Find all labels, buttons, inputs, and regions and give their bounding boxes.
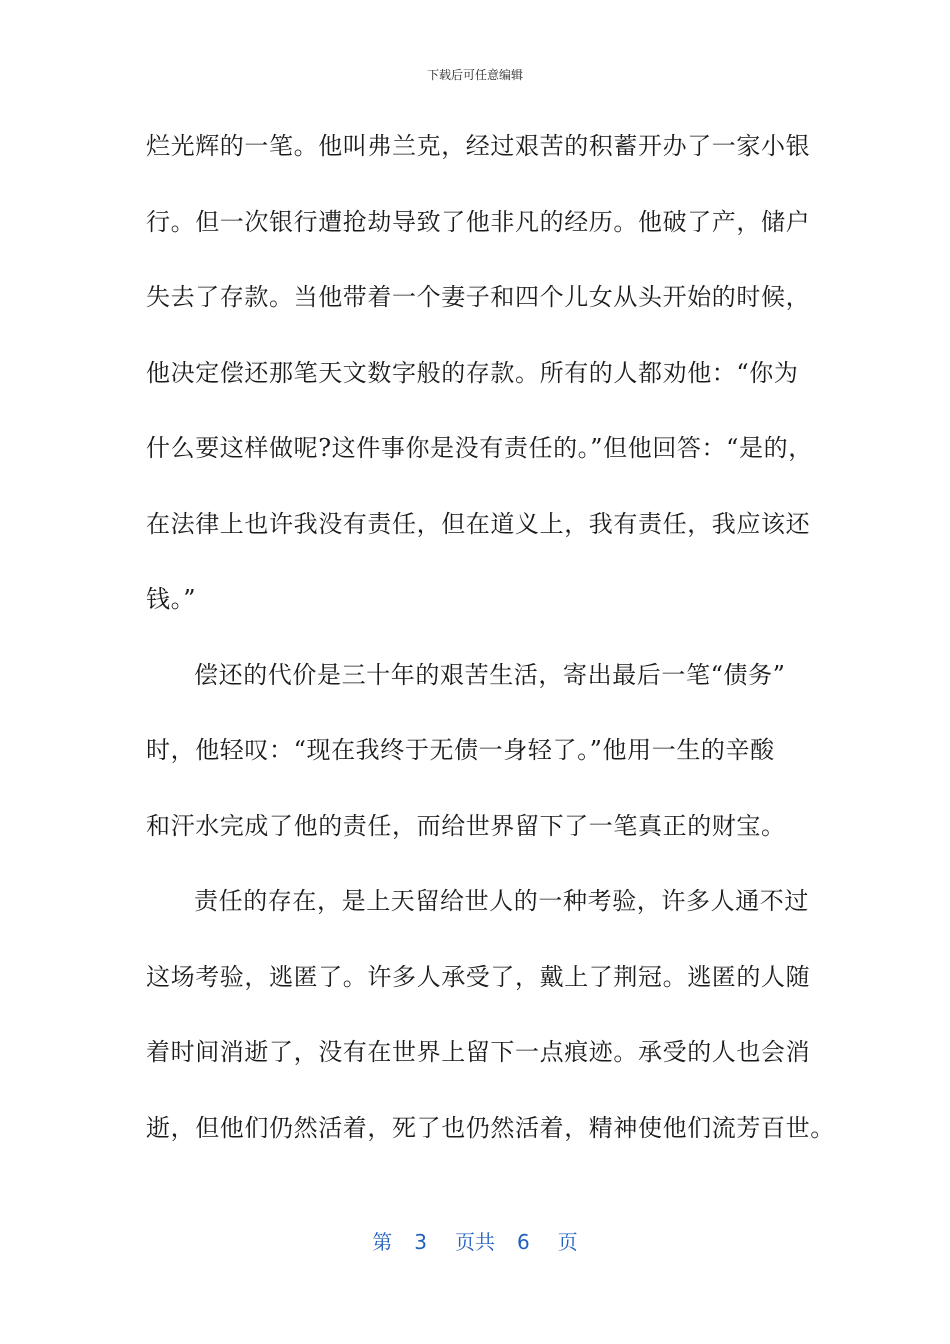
text-line: 这场考验，逃匿了。许多人承受了，戴上了荆冠。逃匿的人随	[146, 962, 811, 991]
text-line: 行。但一次银行遭抢劫导致了他非凡的经历。他破了产，储户	[146, 207, 811, 236]
text-line: 逝，但他们仍然活着，死了也仍然活着，精神使他们流芳百世。	[146, 1113, 835, 1142]
paragraph-start-line: 责任的存在，是上天留给世人的一种考验，许多人通不过	[194, 887, 809, 915]
footer-middle: 页共	[455, 1230, 495, 1254]
total-pages-number: 6	[517, 1230, 530, 1254]
text-line: 他决定偿还那笔天文数字般的存款。所有的人都劝他：“你为	[146, 358, 799, 387]
page-header: 下载后可任意编辑	[426, 68, 523, 82]
footer-prefix: 第	[372, 1230, 393, 1254]
paragraph-start-line: 偿还的代价是三十年的艰苦生活，寄出最后一笔“债务”	[194, 660, 786, 689]
text-line: 和汗水完成了他的责任，而给世界留下了一笔真正的财宝。	[146, 811, 786, 840]
document-body	[146, 120, 835, 1177]
text-line: 着时间消逝了，没有在世界上留下一点痕迹。承受的人也会消	[146, 1038, 811, 1066]
text-line: 时，他轻叹：“现在我终于无债一身轻了。”他用一生的辛酸	[146, 736, 775, 764]
text-line: 烂光辉的一笔。他叫弗兰克，经过艰苦的积蓄开办了一家小银	[146, 132, 811, 160]
footer-suffix: 页	[557, 1230, 578, 1254]
text-line: 在法律上也许我没有责任，但在道义上，我有责任，我应该还	[146, 509, 811, 538]
text-line: 失去了存款。当他带着一个妻子和四个儿女从头开始的时候，	[146, 283, 811, 311]
page-footer	[0, 1226, 950, 1255]
text-line: 钱。”	[146, 585, 197, 613]
current-page-number: 3	[414, 1230, 427, 1254]
text-line: 什么要这样做呢?这件事你是没有责任的。”但他回答：“是的，	[146, 434, 813, 462]
